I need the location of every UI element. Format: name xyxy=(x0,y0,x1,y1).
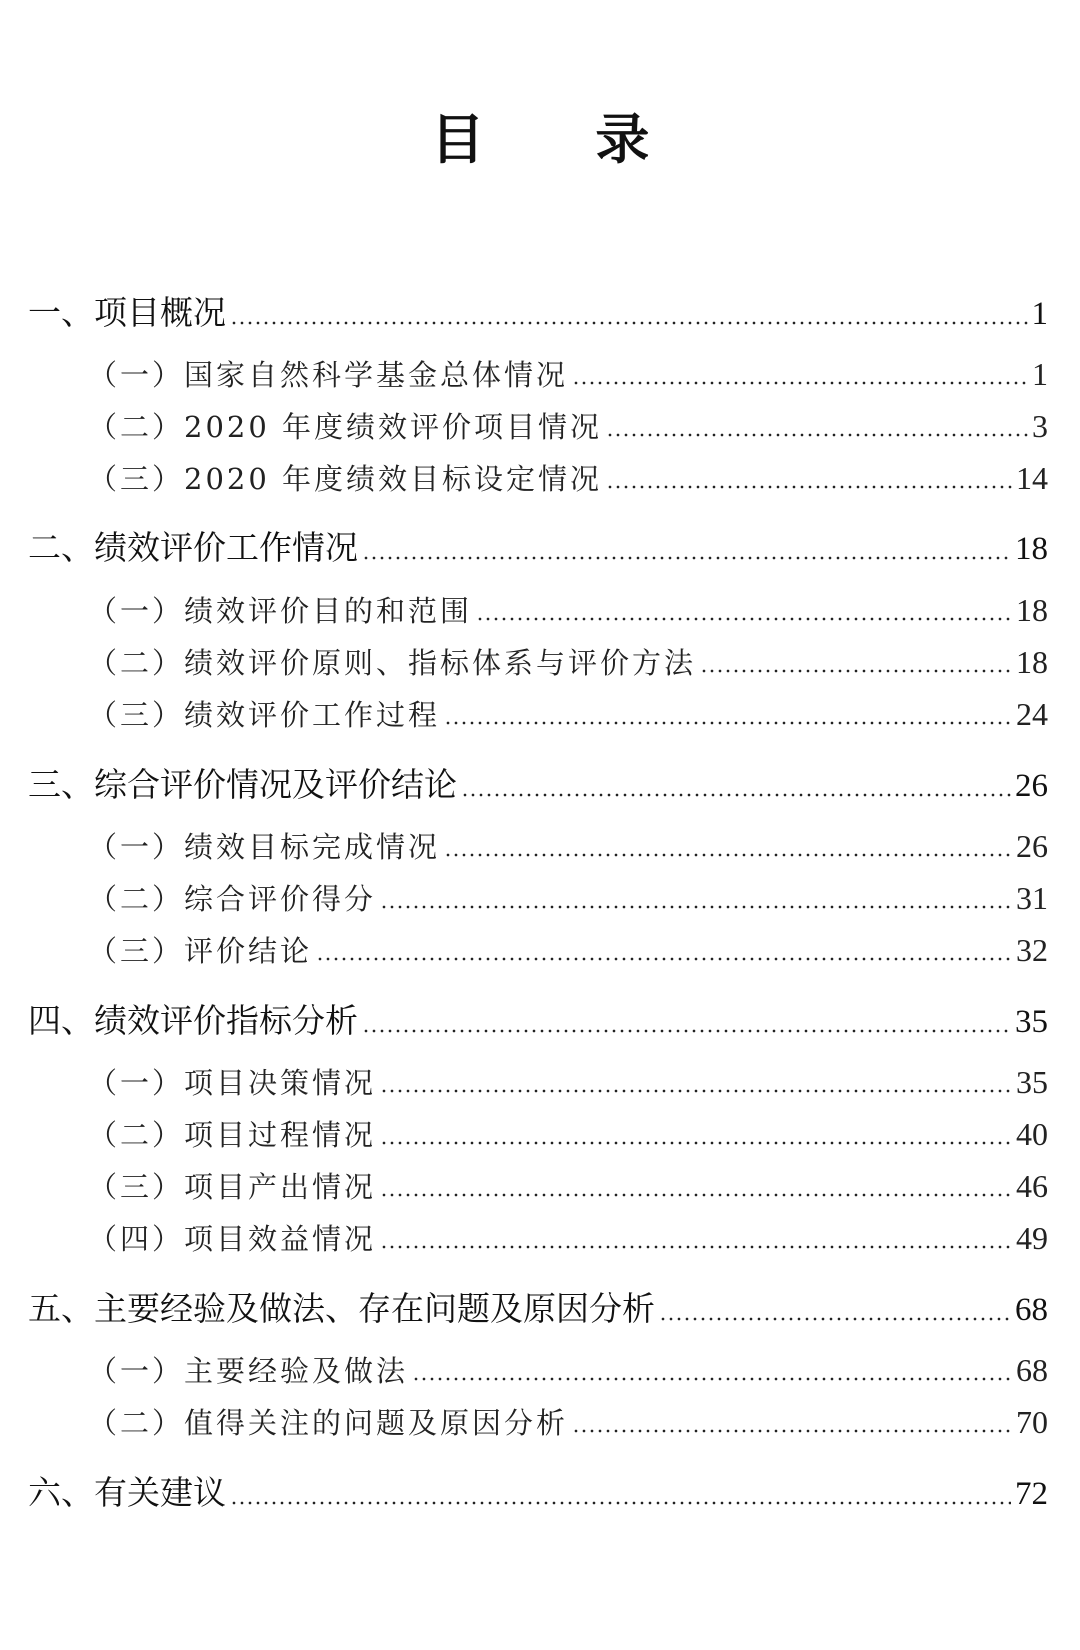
toc-page-number: 26 xyxy=(1016,828,1048,864)
toc-page-number: 3 xyxy=(1032,408,1048,444)
toc-entry-label: 一、项目概况 xyxy=(28,293,226,332)
toc-entry-label: （二）综合评价得分 xyxy=(88,882,377,916)
dot-leader xyxy=(230,1501,1011,1505)
toc-page-number: 49 xyxy=(1016,1220,1048,1256)
toc-page-number: 26 xyxy=(1015,768,1048,804)
toc-page-number: 72 xyxy=(1015,1476,1048,1512)
dot-leader xyxy=(362,1029,1011,1033)
dot-leader xyxy=(700,669,1012,673)
dot-leader xyxy=(380,1089,1012,1093)
dot-leader xyxy=(461,793,1011,797)
toc-entry-label: （一）项目决策情况 xyxy=(88,1066,377,1100)
toc-section-entry[interactable] xyxy=(88,641,1048,682)
toc-section-entry[interactable] xyxy=(88,589,1048,630)
toc-chapter-entry[interactable] xyxy=(28,1467,1048,1514)
toc-chapter-entry[interactable] xyxy=(28,995,1048,1042)
dot-leader xyxy=(659,1317,1011,1321)
toc-page-number: 70 xyxy=(1016,1404,1048,1440)
toc-page-number: 40 xyxy=(1016,1116,1048,1152)
toc-entry-label: （一）主要经验及做法 xyxy=(88,1354,409,1388)
dot-leader xyxy=(572,1429,1012,1433)
toc-entry-label: 二、绩效评价工作情况 xyxy=(28,528,358,567)
toc-section-entry[interactable] xyxy=(88,405,1048,446)
dot-leader xyxy=(362,556,1011,560)
toc-section-entry[interactable] xyxy=(88,1113,1048,1154)
toc-entry-label: 四、绩效评价指标分析 xyxy=(28,1001,358,1040)
dot-leader xyxy=(380,1141,1012,1145)
dot-leader xyxy=(380,905,1012,909)
dot-leader xyxy=(606,433,1028,437)
toc-page-number: 31 xyxy=(1016,880,1048,916)
dot-leader xyxy=(572,381,1028,385)
toc-entry-label: （三）2020 年度绩效目标设定情况 xyxy=(88,462,603,496)
toc-section-entry[interactable] xyxy=(88,1401,1048,1442)
toc-entry-label: （二）项目过程情况 xyxy=(88,1118,377,1152)
toc-entry-label: （二）2020 年度绩效评价项目情况 xyxy=(88,410,603,444)
dot-leader xyxy=(444,853,1012,857)
toc-entry-label: （二）值得关注的问题及原因分析 xyxy=(88,1406,569,1440)
toc-section-entry[interactable] xyxy=(88,457,1048,498)
toc-section-entry[interactable] xyxy=(88,929,1048,970)
toc-entry-label: 六、有关建议 xyxy=(28,1473,226,1512)
toc-entry-label: （三）评价结论 xyxy=(88,934,313,968)
toc-entry-label: （一）国家自然科学基金总体情况 xyxy=(88,358,569,392)
dot-leader xyxy=(316,957,1012,961)
toc-entry-label: （一）绩效目标完成情况 xyxy=(88,830,441,864)
toc-page-number: 14 xyxy=(1016,460,1048,496)
toc-entry-label: 五、主要经验及做法、存在问题及原因分析 xyxy=(28,1289,655,1328)
toc-section-entry[interactable] xyxy=(88,353,1048,394)
dot-leader xyxy=(476,617,1012,621)
toc-page-number: 1 xyxy=(1032,356,1048,392)
toc-page-number: 32 xyxy=(1016,932,1048,968)
dot-leader xyxy=(380,1193,1012,1197)
toc-section-entry[interactable] xyxy=(88,1217,1048,1258)
dot-leader xyxy=(606,485,1012,489)
toc-section-entry[interactable] xyxy=(88,1061,1048,1102)
toc-section-entry[interactable] xyxy=(88,693,1048,734)
dot-leader xyxy=(412,1377,1012,1381)
toc-page-number: 18 xyxy=(1015,531,1048,567)
toc-section-entry[interactable] xyxy=(88,1165,1048,1206)
toc-section-entry[interactable] xyxy=(88,825,1048,866)
toc-page-number: 46 xyxy=(1016,1168,1048,1204)
toc-page-number: 18 xyxy=(1016,644,1048,680)
toc-entry-label: （二）绩效评价原则、指标体系与评价方法 xyxy=(88,646,697,680)
dot-leader xyxy=(444,721,1012,725)
dot-leader xyxy=(230,321,1028,325)
toc-page-number: 35 xyxy=(1016,1064,1048,1100)
toc-section-entry[interactable] xyxy=(88,877,1048,918)
toc-entry-label: 三、综合评价情况及评价结论 xyxy=(28,765,457,804)
toc-entry-label: （一）绩效评价目的和范围 xyxy=(88,594,473,628)
toc-entry-label: （三）绩效评价工作过程 xyxy=(88,698,441,732)
toc-section-entry[interactable] xyxy=(88,1349,1048,1390)
toc-chapter-entry[interactable] xyxy=(28,759,1048,806)
toc-entry-label: （三）项目产出情况 xyxy=(88,1170,377,1204)
dot-leader xyxy=(380,1245,1012,1249)
toc-page-number: 68 xyxy=(1015,1292,1048,1328)
toc-chapter-entry[interactable] xyxy=(28,1283,1048,1330)
toc-page-number: 1 xyxy=(1031,296,1048,332)
toc-page-number: 24 xyxy=(1016,696,1048,732)
page-title: 目 录 xyxy=(430,108,696,171)
toc-chapter-entry[interactable] xyxy=(28,287,1048,334)
toc-page-number: 68 xyxy=(1016,1352,1048,1388)
toc-entry-label: （四）项目效益情况 xyxy=(88,1222,377,1256)
toc-page-number: 18 xyxy=(1016,592,1048,628)
toc-page-number: 35 xyxy=(1015,1004,1048,1040)
toc-chapter-entry[interactable] xyxy=(28,522,1048,569)
